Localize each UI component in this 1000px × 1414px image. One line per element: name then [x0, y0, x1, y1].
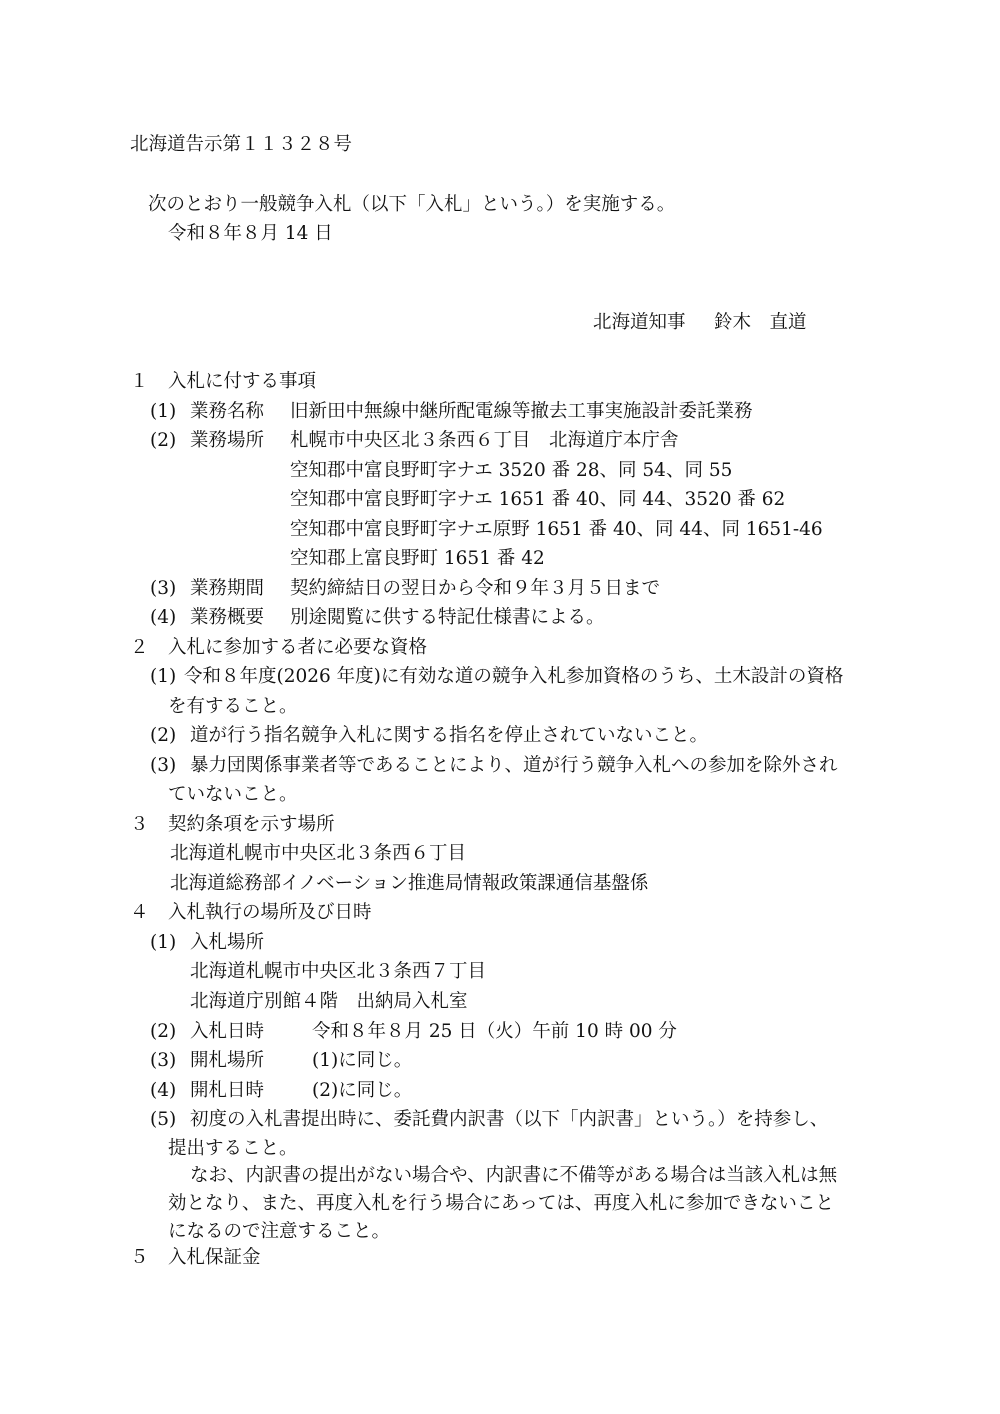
section-1-heading: 入札に付する事項	[168, 371, 317, 392]
item-number: (1)	[150, 932, 177, 953]
signatory-name: 鈴木 直道	[714, 312, 807, 333]
breakdown-note: 提出すること。	[168, 1138, 298, 1159]
section-4-heading: 入札執行の場所及び日時	[168, 902, 372, 923]
bid-place: 北海道札幌市中央区北３条西７丁目	[190, 961, 487, 982]
business-period: 契約締結日の翌日から令和９年３月５日まで	[290, 578, 661, 599]
qualification-text: 暴力団関係事業者等であることにより、道が行う競争入札への参加を除外され	[190, 755, 838, 776]
breakdown-note: 効となり、また、再度入札を行う場合にあっては、再度入札に参加できないこと	[168, 1193, 834, 1214]
section-5-heading: 入札保証金	[168, 1247, 261, 1268]
item-number: (2)	[150, 1021, 177, 1042]
item-number: (4)	[150, 1080, 177, 1101]
item-number: (3)	[150, 755, 177, 776]
qualification-text: 令和８年度(2026 年度)に有効な道の競争入札参加資格のうち、土木設計の資格	[184, 666, 844, 687]
opening-datetime: (2)に同じ。	[312, 1080, 413, 1101]
item-number: (4)	[150, 607, 177, 628]
breakdown-note: になるので注意すること。	[168, 1221, 391, 1242]
item-label: 開札場所	[190, 1050, 265, 1071]
notice-intro: 次のとおり一般競争入札（以下「入札」という。）を実施する。	[148, 194, 676, 215]
item-number: (2)	[150, 430, 177, 451]
business-place: 札幌市中央区北３条西６丁目 北海道庁本庁舎	[290, 430, 679, 451]
signatory-title: 北海道知事	[593, 312, 686, 333]
business-place-extra: 空知郡中富良野町字ナエ原野 1651 番 40、同 44、同 1651-46	[290, 519, 823, 540]
item-number: (3)	[150, 578, 177, 599]
item-label: 開札日時	[190, 1080, 265, 1101]
business-place-extra: 空知郡中富良野町字ナエ 3520 番 28、同 54、同 55	[290, 460, 733, 481]
qualification-text: を有すること。	[168, 696, 298, 717]
item-label: 入札日時	[190, 1021, 265, 1042]
item-label: 業務概要	[190, 607, 265, 628]
notice-date: 令和８年８月 14 日	[168, 223, 333, 244]
section-2-number: ２	[130, 637, 149, 658]
item-number: (2)	[150, 725, 177, 746]
item-label: 業務場所	[190, 430, 265, 451]
opening-place: (1)に同じ。	[312, 1050, 413, 1071]
business-place-extra: 空知郡上富良野町 1651 番 42	[290, 548, 545, 569]
section-3-heading: 契約条項を示す場所	[168, 814, 335, 835]
item-number: (3)	[150, 1050, 177, 1071]
contract-place: 北海道札幌市中央区北３条西６丁目	[170, 843, 467, 864]
breakdown-note: なお、内訳書の提出がない場合や、内訳書に不備等がある場合は当該入札は無	[190, 1165, 838, 1186]
item-label: 業務名称	[190, 401, 265, 422]
section-3-number: ３	[130, 814, 149, 835]
section-5-number: ５	[130, 1247, 149, 1268]
item-number: (1)	[150, 401, 177, 422]
bid-place: 北海道庁別館４階 出納局入札室	[190, 991, 468, 1012]
qualification-text: 道が行う指名競争入札に関する指名を停止されていないこと。	[190, 725, 709, 746]
item-label: 業務期間	[190, 578, 265, 599]
qualification-text: ていないこと。	[168, 784, 298, 805]
business-overview: 別途閲覧に供する特記仕様書による。	[290, 607, 605, 628]
section-2-heading: 入札に参加する者に必要な資格	[168, 637, 428, 658]
contract-place: 北海道総務部イノベーション推進局情報政策課通信基盤係	[170, 873, 649, 894]
breakdown-note: 初度の入札書提出時に、委託費内訳書（以下「内訳書」という。）を持参し、	[190, 1109, 829, 1130]
bid-datetime: 令和８年８月 25 日（火）午前 10 時 00 分	[312, 1021, 677, 1042]
business-place-extra: 空知郡中富良野町字ナエ 1651 番 40、同 44、3520 番 62	[290, 489, 786, 510]
item-label: 入札場所	[190, 932, 265, 953]
section-1-number: １	[130, 371, 149, 392]
item-number: (1)	[150, 666, 177, 687]
business-name: 旧新田中無線中継所配電線等撤去工事実施設計委託業務	[290, 401, 753, 422]
item-number: (5)	[150, 1109, 177, 1130]
notice-number: 北海道告示第１１３２８号	[130, 134, 353, 155]
section-4-number: ４	[130, 902, 149, 923]
